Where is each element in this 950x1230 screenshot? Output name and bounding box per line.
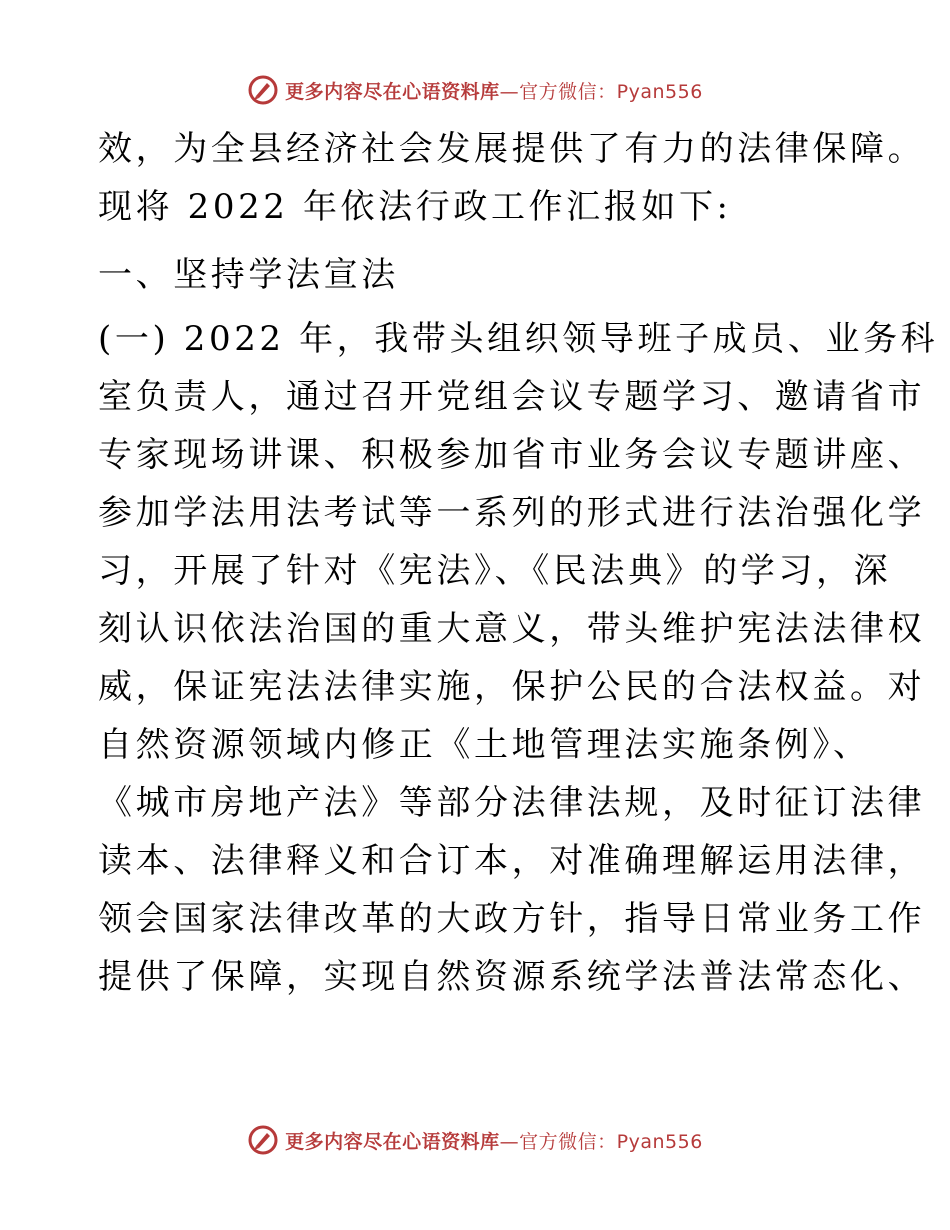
body-line: 提供了保障，实现自然资源系统学法普法常态化、 <box>98 957 926 997</box>
watermark-brand: 更多内容尽在心语资料库 <box>285 1130 500 1153</box>
body-line: 读本、法律释义和合订本，对准确理解运用法律， <box>98 841 926 881</box>
body-line: (一) 2022 年，我带头组织领导班子成员、业务科 <box>98 319 939 359</box>
body-line: 室负责人，通过召开党组会议专题学习、邀请省市 <box>98 377 926 417</box>
intro-line: 现将 2022 年依法行政工作汇报如下: <box>98 187 732 227</box>
footer-watermark <box>0 1120 950 1160</box>
body-line: 威，保证宪法法律实施，保护公民的合法权益。对 <box>98 667 926 707</box>
body-line: 参加学法用法考试等一系列的形式进行法治强化学 <box>98 493 926 533</box>
watermark-separator: — <box>499 1130 520 1153</box>
header-watermark <box>0 70 950 110</box>
watermark-suffix: 官方微信：Pyan556 <box>519 1130 703 1153</box>
body-line: 习，开展了针对《宪法》、《民法典》的学习，深 <box>98 551 892 591</box>
body-line: 《城市房地产法》等部分法律法规，及时征订法律 <box>98 783 926 823</box>
watermark-text <box>285 1127 703 1154</box>
document-body <box>98 120 939 1006</box>
watermark-suffix: 官方微信：Pyan556 <box>519 80 703 103</box>
watermark-brand: 更多内容尽在心语资料库 <box>285 80 500 103</box>
quill-logo-icon <box>247 74 279 106</box>
intro-line: 效，为全县经济社会发展提供了有力的法律保障。 <box>98 129 926 169</box>
section-heading: 一、坚持学法宣法 <box>98 255 399 295</box>
watermark-text <box>285 77 703 104</box>
body-line: 自然资源领域内修正《土地管理法实施条例》、 <box>98 725 871 765</box>
body-line: 刻认识依法治国的重大意义，带头维护宪法法律权 <box>98 609 926 649</box>
watermark-separator: — <box>499 80 520 103</box>
body-line: 领会国家法律改革的大政方针，指导日常业务工作 <box>98 899 926 939</box>
body-line: 专家现场讲课、积极参加省市业务会议专题讲座、 <box>98 435 926 475</box>
quill-logo-icon <box>247 1124 279 1156</box>
